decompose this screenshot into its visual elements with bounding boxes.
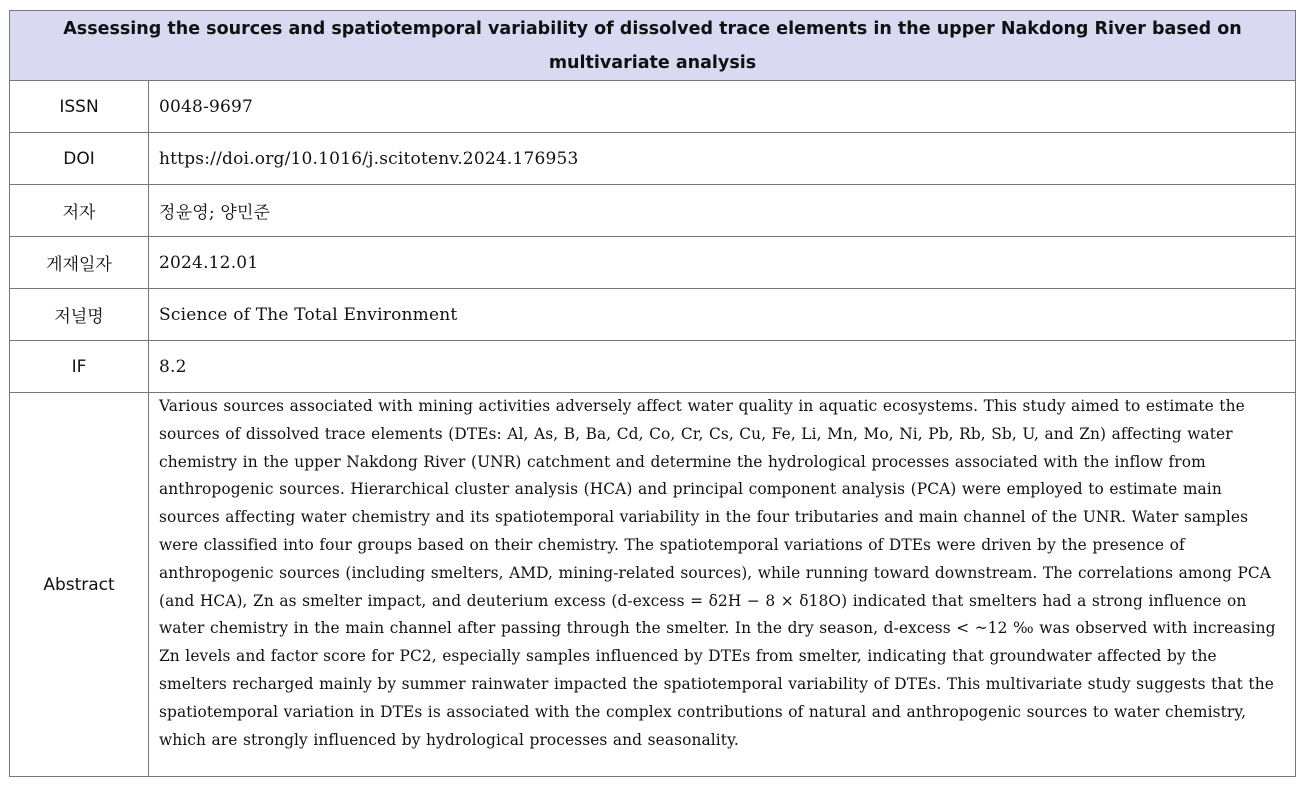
impact-factor-value: 8.2: [149, 341, 1296, 393]
doi-label: DOI: [10, 133, 149, 185]
doi-value[interactable]: https://doi.org/10.1016/j.scitotenv.2024.176953: [149, 133, 1296, 185]
publish-date-value: 2024.12.01: [149, 237, 1296, 289]
abstract-text: Various sources associated with mining activities adversely affect water quality in aquatic ecosystems. This study aimed to estimate the sources of dissolved trace elements (DTEs: Al, As, B, Ba, Cd, Co, Cr, Cs, Cu, Fe, Li, Mn, Mo, Ni, Pb, Rb, Sb, U, and Zn) affecting water chemistry in the upper Nakdong River (UNR) catchment and determine the hydrological processes associated with the inflow from anthropogenic sources. Hierarchical cluster analysis (HCA) and principal component analysis (PCA) were employed to estimate main sources affecting water chemistry and its spatiotemporal variability in the four tributaries and main channel of the UNR. Water samples were classified into four groups based on their chemistry. The spatiotemporal variations of DTEs were driven by the presence of anthropogenic sources (including smelters, AMD, mining-related sources), while running toward downstream. The correlations among PCA (and HCA), Zn as smelter impact, and deuterium excess (d-excess = δ2H − 8 × δ18O) indicated that smelters had a strong influence on water chemistry in the main channel after passing through the smelter. In the dry season, d-excess < ~12 ‰ was observed with increasing Zn levels and factor score for PC2, especially samples influenced by DTEs from smelter, indicating that groundwater affected by the smelters recharged mainly by summer rainwater impacted the spatiotemporal variability of DTEs. This multivariate study suggests that the spatiotemporal variation in DTEs is associated with the complex contributions of natural and anthropogenic sources to water chemistry, which are strongly influenced by hydrological processes and seasonality.: [149, 393, 1296, 777]
abstract-label: Abstract: [10, 393, 149, 777]
issn-row: [10, 81, 1296, 133]
publish-date-label: 게재일자: [10, 237, 149, 289]
author-value: 정윤영; 양민준: [149, 185, 1296, 237]
impact-factor-label: IF: [10, 341, 149, 393]
publication-info-table: [9, 10, 1296, 777]
journal-value: Science of The Total Environment: [149, 289, 1296, 341]
journal-label: 저널명: [10, 289, 149, 341]
journal-row: [10, 289, 1296, 341]
issn-label: ISSN: [10, 81, 149, 133]
paper-title: Assessing the sources and spatiotemporal variability of dissolved trace elements in the upper Nakdong River based on multivariate analysis: [10, 11, 1296, 81]
author-row: [10, 185, 1296, 237]
abstract-row: [10, 393, 1296, 777]
publish-date-row: [10, 237, 1296, 289]
author-label: 저자: [10, 185, 149, 237]
issn-value: 0048-9697: [149, 81, 1296, 133]
impact-factor-row: [10, 341, 1296, 393]
doi-row: [10, 133, 1296, 185]
